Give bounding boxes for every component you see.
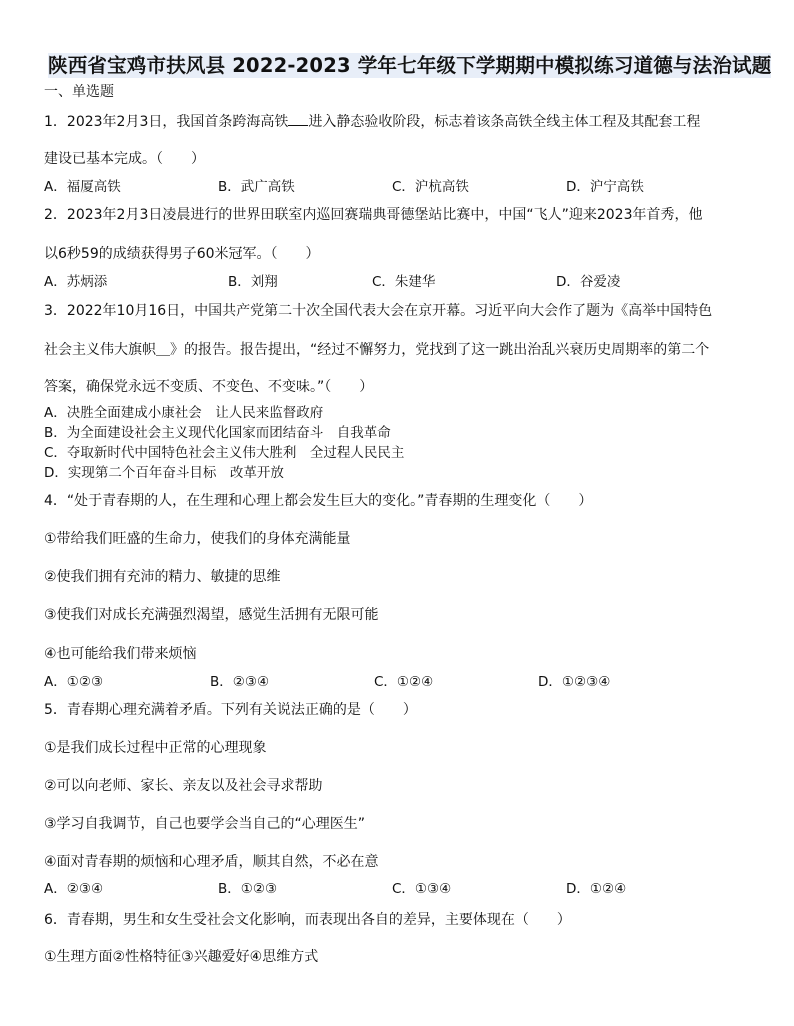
q5-option-b: B．①②③ bbox=[218, 881, 278, 897]
question-3-stem: 3．2022年10月16日，中国共产党第二十次全国代表大会在京开幕。习近平向大会作了题为《高举中国特色 bbox=[44, 303, 713, 319]
q5-item-4: ④面对青春期的烦恼和心理矛盾，顺其自然，不必在意 bbox=[44, 854, 379, 870]
question-4-stem: 4．“处于青春期的人，在生理和心理上都会发生巨大的变化。”青春期的生理变化（ ） bbox=[44, 493, 593, 509]
q4-item-3: ③使我们对成长充满强烈渴望，感觉生活拥有无限可能 bbox=[44, 607, 379, 623]
q3-option-d: D．实现第二个百年奋斗目标 改革开放 bbox=[44, 465, 284, 481]
question-2-stem-cont: 以6秒59的成绩获得男子60米冠军。（ ） bbox=[44, 246, 320, 262]
q2-option-c: C．朱建华 bbox=[372, 274, 436, 290]
q5-item-2: ②可以向老师、家长、亲友以及社会寻求帮助 bbox=[44, 778, 323, 794]
q1-stem-part-a: 1．2023年2月3日，我国首条跨海高铁 bbox=[44, 114, 289, 130]
question-1-stem bbox=[44, 111, 700, 132]
q1-option-c: C．沪杭高铁 bbox=[392, 179, 469, 195]
q1-option-b: B．武广高铁 bbox=[218, 179, 295, 195]
question-3-stem-cont-2: 答案，确保党永远不变质、不变色、不变味。”（ ） bbox=[44, 379, 374, 395]
q1-option-a: A．福厦高铁 bbox=[44, 179, 121, 195]
question-4-options bbox=[44, 672, 764, 692]
question-3-stem-cont-1: 社会主义伟大旗帜＿》的报告。报告提出，“经过不懈努力，党找到了这一跳出治乱兴衰历史周期率的第二个 bbox=[44, 342, 710, 358]
question-2-options bbox=[44, 272, 764, 292]
question-2-stem: 2．2023年2月3日凌晨进行的世界田联室内巡回赛瑞典哥德堡站比赛中，中国“飞人”迎来2023年首秀，他 bbox=[44, 207, 703, 223]
q1-option-d: D．沪宁高铁 bbox=[566, 179, 644, 195]
q3-option-c: C．夺取新时代中国特色社会主义伟大胜利 全过程人民民主 bbox=[44, 445, 405, 461]
q5-option-a: A．②③④ bbox=[44, 881, 104, 897]
question-5-options bbox=[44, 879, 764, 899]
question-1-options bbox=[44, 177, 764, 197]
q4-item-1: ①带给我们旺盛的生命力，使我们的身体充满能量 bbox=[44, 531, 351, 547]
q4-option-d: D．①②③④ bbox=[538, 674, 611, 690]
q4-option-a: A．①②③ bbox=[44, 674, 104, 690]
question-5-stem: 5．青春期心理充满着矛盾。下列有关说法正确的是（ ） bbox=[44, 702, 417, 718]
q5-item-1: ①是我们成长过程中正常的心理现象 bbox=[44, 740, 267, 756]
q6-item-1: ①生理方面②性格特征③兴趣爱好④思维方式 bbox=[44, 949, 319, 965]
q2-option-a: A．苏炳添 bbox=[44, 274, 108, 290]
q4-option-b: B．②③④ bbox=[210, 674, 270, 690]
q4-item-4: ④也可能给我们带来烦恼 bbox=[44, 646, 197, 662]
q2-option-b: B．刘翔 bbox=[228, 274, 278, 290]
q5-option-d: D．①②④ bbox=[566, 881, 627, 897]
q5-option-c: C．①③④ bbox=[392, 881, 452, 897]
section-heading: 一、单选题 bbox=[44, 84, 114, 100]
q4-option-c: C．①②④ bbox=[374, 674, 434, 690]
q1-stem-part-b: 进入静态验收阶段，标志着该条高铁全线主体工程及其配套工程 bbox=[308, 114, 701, 130]
q3-option-b: B．为全面建设社会主义现代化国家而团结奋斗 自我革命 bbox=[44, 425, 391, 441]
page-title: 陕西省宝鸡市扶风县 2022-2023 学年七年级下学期期中模拟练习道德与法治试题 bbox=[48, 54, 772, 77]
q2-option-d: D．谷爱凌 bbox=[556, 274, 621, 290]
q5-item-3: ③学习自我调节，自己也要学会当自己的“心理医生” bbox=[44, 816, 366, 832]
q4-item-2: ②使我们拥有充沛的精力、敏捷的思维 bbox=[44, 569, 281, 585]
q3-option-a: A．决胜全面建成小康社会 让人民来监督政府 bbox=[44, 405, 324, 421]
q1-blank bbox=[288, 111, 308, 126]
question-6-stem: 6．青春期，男生和女生受社会文化影响，而表现出各自的差异，主要体现在（ ） bbox=[44, 912, 571, 928]
question-1-stem-cont: 建设已基本完成。（ ） bbox=[44, 151, 205, 167]
